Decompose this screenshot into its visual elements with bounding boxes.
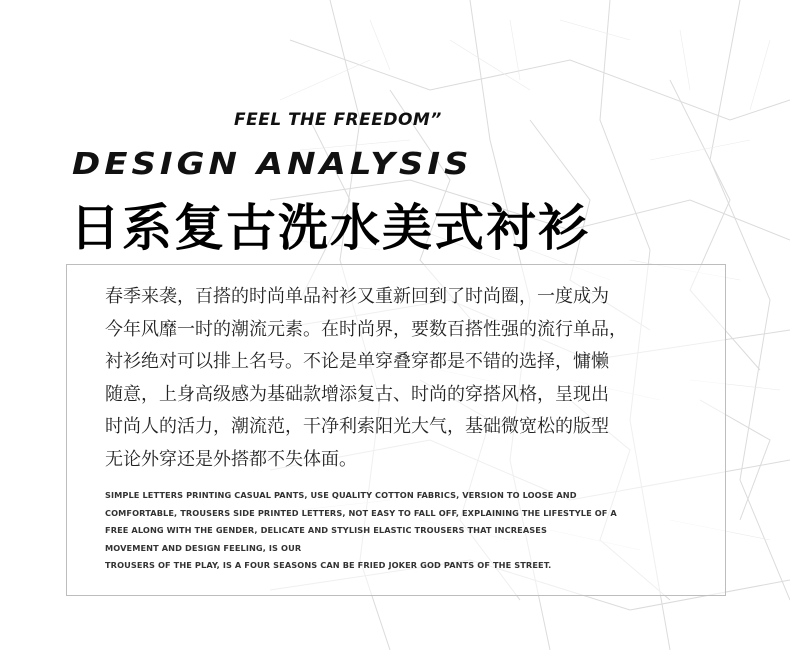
cn-line: 今年风靡一时的潮流元素。在时尚界，要数百搭性强的流行单品， [105,318,627,340]
cn-line: 无论外穿还是外搭都不失体面。 [105,448,357,470]
cn-line: 时尚人的活力，潮流范，干净利索阳光大气，基础微宽松的版型 [105,416,609,437]
cn-line: 随意，上身高级感为基础款增添复古、时尚的穿搭风格，呈现出 [105,383,609,405]
description-box [66,264,726,596]
english-description [105,487,705,575]
cn-line: 衬衫绝对可以排上名号。不论是单穿叠穿都是不错的选择，慵懒 [105,351,609,372]
product-title: 日系复古洗水美式衬衫 [70,199,590,257]
en-line: COMFORTABLE, TROUSERS SIDE PRINTED LETTERS, NOT EASY TO FALL OFF, EXPLAINING THE LIFESTYLE OF A [105,507,617,518]
en-line: TROUSERS OF THE PLAY, IS A FOUR SEASONS CAN BE FRIED JOKER GOD PANTS OF THE STREET. [105,560,552,571]
cn-line: 春季来袭，百搭的时尚单品衬衫又重新回到了时尚圈，一度成为 [105,286,609,307]
en-line: SIMPLE LETTERS PRINTING CASUAL PANTS, USE QUALITY COTTON FABRICS, VERSION TO LOOSE AND [105,490,577,500]
chinese-description [105,281,705,476]
design-analysis-heading: DESIGN ANALYSIS [72,146,473,182]
en-line: FREE ALONG WITH THE GENDER, DELICATE AND STYLISH ELASTIC TROUSERS THAT INCREASES [105,525,547,536]
tagline: FEEL THE FREEDOM” [234,110,442,130]
en-line: MOVEMENT AND DESIGN FEELING, IS OUR [105,542,302,553]
